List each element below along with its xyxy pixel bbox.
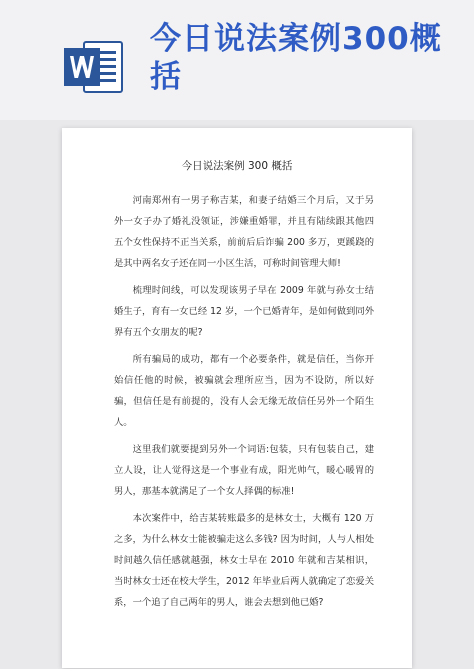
document-title: 今日说法案例 300 概括	[181, 160, 293, 172]
document-page	[62, 128, 412, 668]
paragraph: 河南郑州有一男子称吉某，和妻子结婚三个月后，又于另外一女子办了婚礼没领证，涉嫌重婚罪，并且有陆续跟其他四五个女性保持不正当关系，前前后后诈骗 200 多万，更蹊跷的是其中两名女子还在同一小区生活，可称时间管理大师!	[114, 195, 374, 269]
paragraph: 梳理时间线，可以发现该男子早在 2009 年就与孙女士结婚生子，育有一女已经 12 岁，一个已婚青年，是如何做到同外界有五个女朋友的呢?	[114, 285, 374, 338]
banner-title: 今日说法案例300概括	[150, 21, 442, 95]
paragraph: 这里我们就要提到另外一个词语:包装，只有包装自己，建立人设，让人觉得这是一个事业有成，阳光帅气，暖心暖胃的男人，那基本就满足了一个女人择偶的标准!	[114, 444, 374, 497]
header-banner	[0, 0, 474, 120]
document-body	[114, 190, 374, 619]
paragraph: 所有骗局的成功，都有一个必要条件，就是信任，当你开始信任他的时候，被骗就会理所应当，因为不设防，所以好骗，但信任是有前提的，没有人会无缘无故信任另外一个陌生人。	[114, 354, 374, 428]
microsoft-word-icon	[62, 36, 124, 98]
paragraph: 本次案件中，给吉某转账最多的是林女士，大概有 120 万之多，为什么林女士能被骗走这么多钱? 因为时间，人与人相处时间越久信任感就越强，林女士早在 2010 年就和吉某相识，当时林女士还在校大学生，2012 年毕业后两人就确定了恋爱关系，一个追了自己两年的男人，谁会去想到他已婚?	[114, 513, 374, 608]
